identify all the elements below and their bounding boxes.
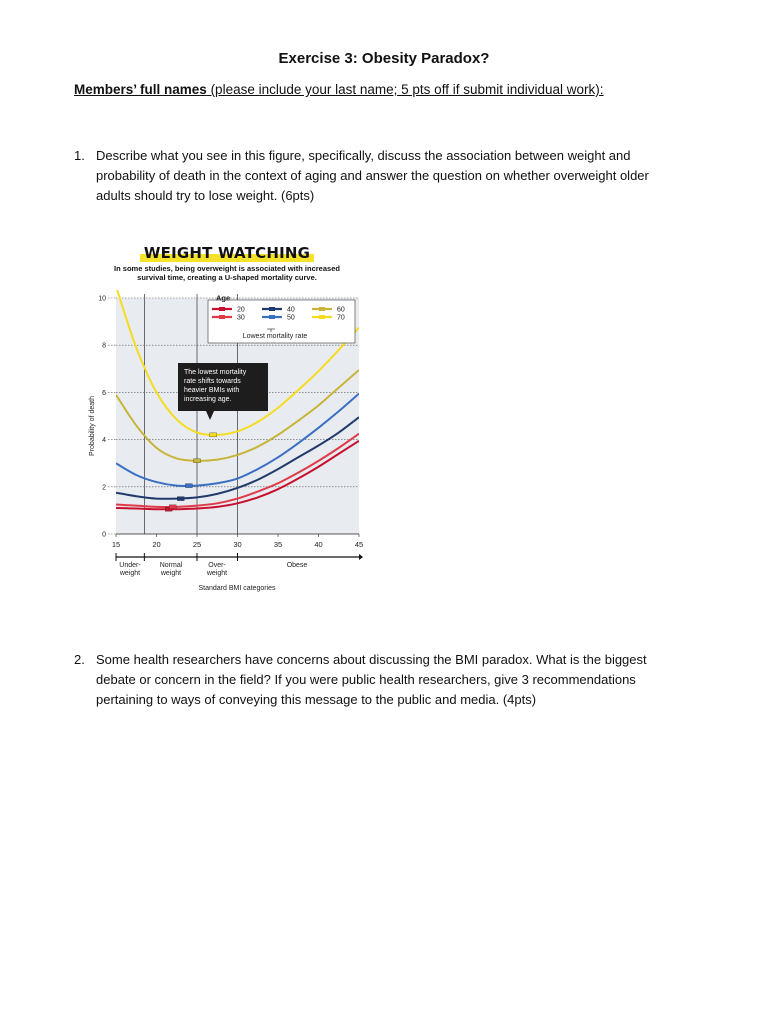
category-normal-line2: weight — [160, 570, 182, 577]
x-tick-labels — [112, 534, 363, 549]
x-tick-label: 40 — [314, 540, 323, 549]
question-text: Some health researchers have concerns about discussing the BMI paradox. What is the biggest debate or concern in the field? If you were public health researchers, give 3 recommendations pertaining to ways of conveying this message to the public and media. (4pts) — [96, 652, 647, 707]
category-underweight-line1: Under- — [119, 562, 141, 569]
legend-label-age-40: 40 — [287, 306, 295, 314]
y-tick-label: 4 — [102, 437, 106, 445]
legend-label-age-30: 30 — [237, 314, 245, 322]
legend-lowest-mortality: Lowest mortality rate — [242, 333, 308, 340]
min-marker-age-50 — [185, 484, 192, 488]
min-marker-age-70 — [210, 433, 217, 437]
category-obese: Obese — [286, 562, 308, 569]
y-tick-label: 8 — [102, 342, 106, 350]
x-tick-label: 30 — [233, 540, 242, 549]
page-title: Exercise 3: Obesity Paradox? — [278, 50, 490, 67]
legend-label-age-50: 50 — [287, 314, 295, 322]
legend-swatch-marker — [319, 315, 325, 319]
category-overweight-line1: Over- — [208, 562, 226, 569]
x-tick-label: 15 — [111, 540, 121, 549]
legend-label-age-70: 70 — [337, 314, 345, 322]
legend-swatch-marker — [319, 307, 325, 311]
category-underweight-line2: weight — [119, 570, 141, 577]
x-tick-label: 35 — [273, 540, 283, 549]
question-text: Describe what you see in this figure, specifically, discuss the association between weight and probability of death in the context of aging and answer the question on whether overweight older adults should try to lose weight. (6pts) — [96, 148, 649, 203]
legend-swatch-marker — [269, 315, 275, 319]
callout-line-2: rate shifts towards — [184, 378, 241, 385]
question-number: 1. — [74, 148, 85, 163]
weight-watching-figure — [82, 240, 372, 600]
x-tick-label: 45 — [354, 540, 364, 549]
legend-label-age-20: 20 — [237, 306, 245, 314]
min-marker-age-60 — [194, 459, 201, 463]
callout-line-1: The lowest mortality — [184, 369, 247, 376]
question-2 — [74, 650, 684, 710]
bmi-categories-label: Standard BMI categories — [198, 585, 276, 592]
callout-line-3: heavier BMIs with — [184, 387, 240, 394]
legend — [208, 294, 355, 344]
legend-label-age-60: 60 — [337, 306, 345, 314]
legend-title: Age — [216, 293, 231, 303]
category-normal-line1: Normal — [159, 562, 183, 569]
y-tick-label: 6 — [102, 389, 106, 397]
figure-title: WEIGHT WATCHING — [82, 244, 372, 262]
y-tick-label: 10 — [98, 295, 106, 303]
y-tick-label: 0 — [102, 531, 106, 539]
y-tick-labels — [98, 296, 116, 539]
mortality-chart — [82, 240, 372, 600]
y-axis-label: Probability of death — [89, 396, 96, 456]
bmi-category-bar — [116, 553, 363, 592]
y-tick-label: 2 — [102, 484, 106, 492]
min-marker-age-30 — [169, 505, 176, 509]
x-tick-label: 25 — [192, 540, 202, 549]
members-prompt — [74, 82, 604, 97]
members-note: (please include your last name; 5 pts off if submit individual work): — [206, 82, 604, 97]
x-tick-label: 20 — [152, 540, 161, 549]
category-overweight-line2: weight — [206, 570, 228, 577]
legend-swatch-marker — [219, 315, 225, 319]
callout-line-4: increasing age. — [184, 396, 232, 403]
question-1 — [74, 146, 684, 206]
legend-swatch-marker — [219, 307, 225, 311]
min-marker-age-40 — [177, 497, 184, 501]
question-number: 2. — [74, 652, 85, 667]
legend-swatch-marker — [269, 307, 275, 311]
members-label: Members’ full names — [74, 82, 207, 97]
figure-subtitle: In some studies, being overweight is associated with increased survival time, creating a U-shaped mortality curve. — [114, 264, 340, 282]
